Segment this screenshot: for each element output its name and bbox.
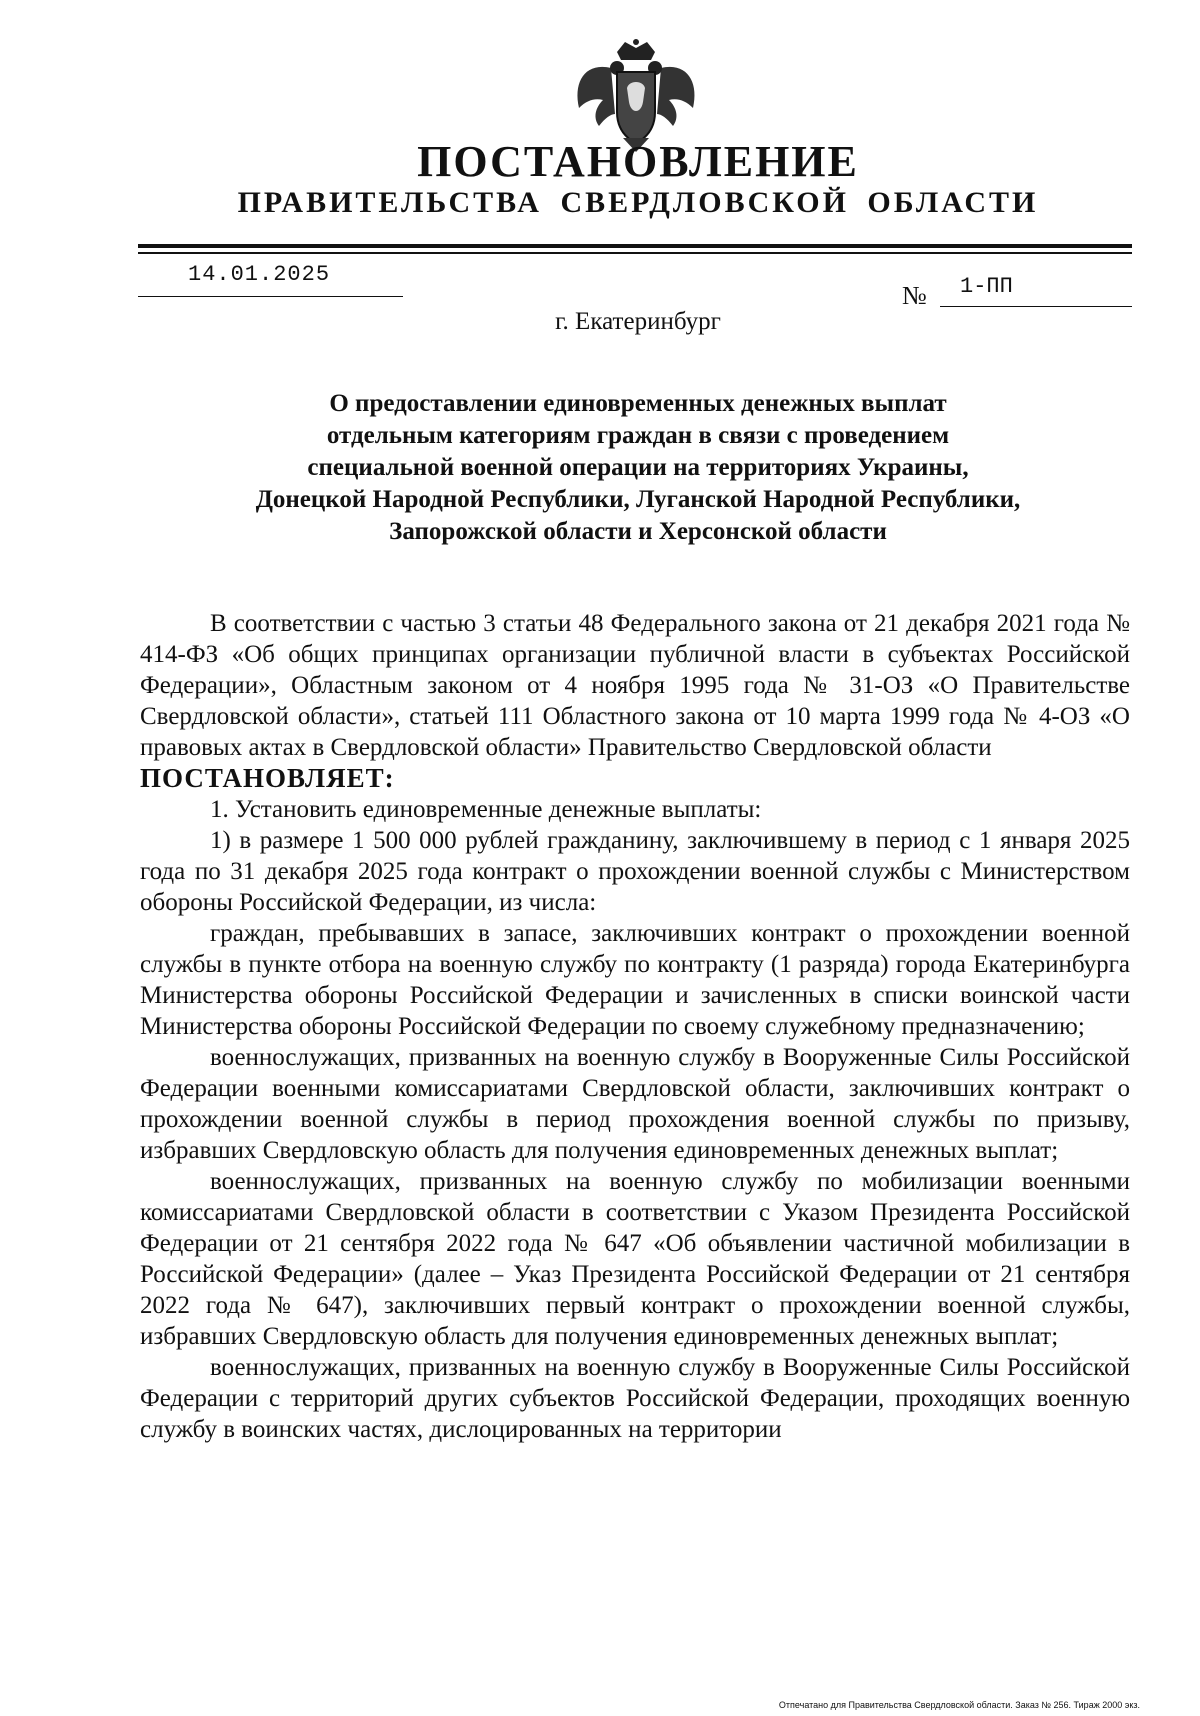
document-title: ПОСТАНОВЛЕНИЕ xyxy=(417,137,859,186)
category-paragraph: военнослужащих, призванных на военную службу в Вооруженные Силы Российской Федерации с территорий других субъектов Российской Федерации, проходящих военную службу в воинских частях, дислоцированных на территории xyxy=(140,1354,1130,1443)
item-1-subitem-1: 1) в размере 1 500 000 рублей гражданину, заключившему в период с 1 января 2025 года по 31 декабря 2025 года контракт о прохождении военной службы с Министерством обороны Российской Федерации, из числа: xyxy=(140,827,1130,916)
document-heading xyxy=(180,388,1096,548)
category-paragraph: военнослужащих, призванных на военную службу по мобилизации военными комиссариатами Свердловской области в соответствии с Указом Президента Российской Федерации от 21 сентября 2022 года № 647 «Об объявлении частичной мобилизации в Российской Федерации» (далее – Указ Президента Российской Федерации от 21 сентября 2022 года № 647), заключивших первый контракт о прохождении военной службы, избравших Свердловскую область для получения единовременных денежных выплат; xyxy=(140,1168,1130,1350)
date-underline xyxy=(138,296,403,297)
header-divider-thin xyxy=(138,252,1132,254)
print-footer: Отпечатано для Правительства Свердловской области. Заказ № 256. Тираж 2000 экз. xyxy=(778,1700,1140,1710)
heading-line: Запорожской области и Херсонской области xyxy=(389,518,887,545)
document-date: 14.01.2025 xyxy=(188,262,331,287)
number-sign: № xyxy=(902,281,927,310)
document-city: г. Екатеринбург xyxy=(555,308,721,335)
category-paragraph: граждан, пребывавших в запасе, заключивших контракт о прохождении военной службы в пункте отбора на военную службу по контракту (1 разряда) города Екатеринбурга Министерства обороны Российской Федерации и зачисленных в списки воинской части Министерства обороны Российской Федерации по своему служебному предназначению; xyxy=(140,920,1130,1040)
heading-line: отдельным категориям граждан в связи с проведением xyxy=(326,422,950,449)
number-underline xyxy=(940,306,1132,307)
resolves-heading: ПОСТАНОВЛЯЕТ: xyxy=(140,763,395,793)
item-1: 1. Установить единовременные денежные выплаты: xyxy=(210,796,762,823)
header-divider-thick xyxy=(138,244,1132,248)
document-body xyxy=(140,608,1130,1445)
document-subtitle: ПРАВИТЕЛЬСТВА СВЕРДЛОВСКОЙ ОБЛАСТИ xyxy=(237,186,1039,219)
preamble-paragraph: В соответствии с частью 3 статьи 48 Федерального закона от 21 декабря 2021 года № 414-ФЗ «Об общих принципах организации публичной власти в субъектах Российской Федерации», Областным законом от 4 ноября 1995 года № 31-ОЗ «О Правительстве Свердловской области», статьей 111 Областного закона от 10 марта 1999 года № 4-ОЗ «О правовых актах в Свердловской области» Правительство Свердловской области xyxy=(140,610,1130,761)
heading-line: О предоставлении единовременных денежных выплат xyxy=(329,390,947,417)
heading-line: Донецкой Народной Республики, Луганской Народной Республики, xyxy=(255,486,1021,513)
category-paragraph: военнослужащих, призванных на военную службу в Вооруженные Силы Российской Федерации военными комиссариатами Свердловской области, заключивших контракт о прохождении военной службы в период прохождения военной службы по призыву, избравших Свердловскую область для получения единовременных денежных выплат; xyxy=(140,1044,1130,1164)
heading-line: специальной военной операции на территориях Украины, xyxy=(307,454,969,481)
document-number: 1-ПП xyxy=(960,274,1013,299)
